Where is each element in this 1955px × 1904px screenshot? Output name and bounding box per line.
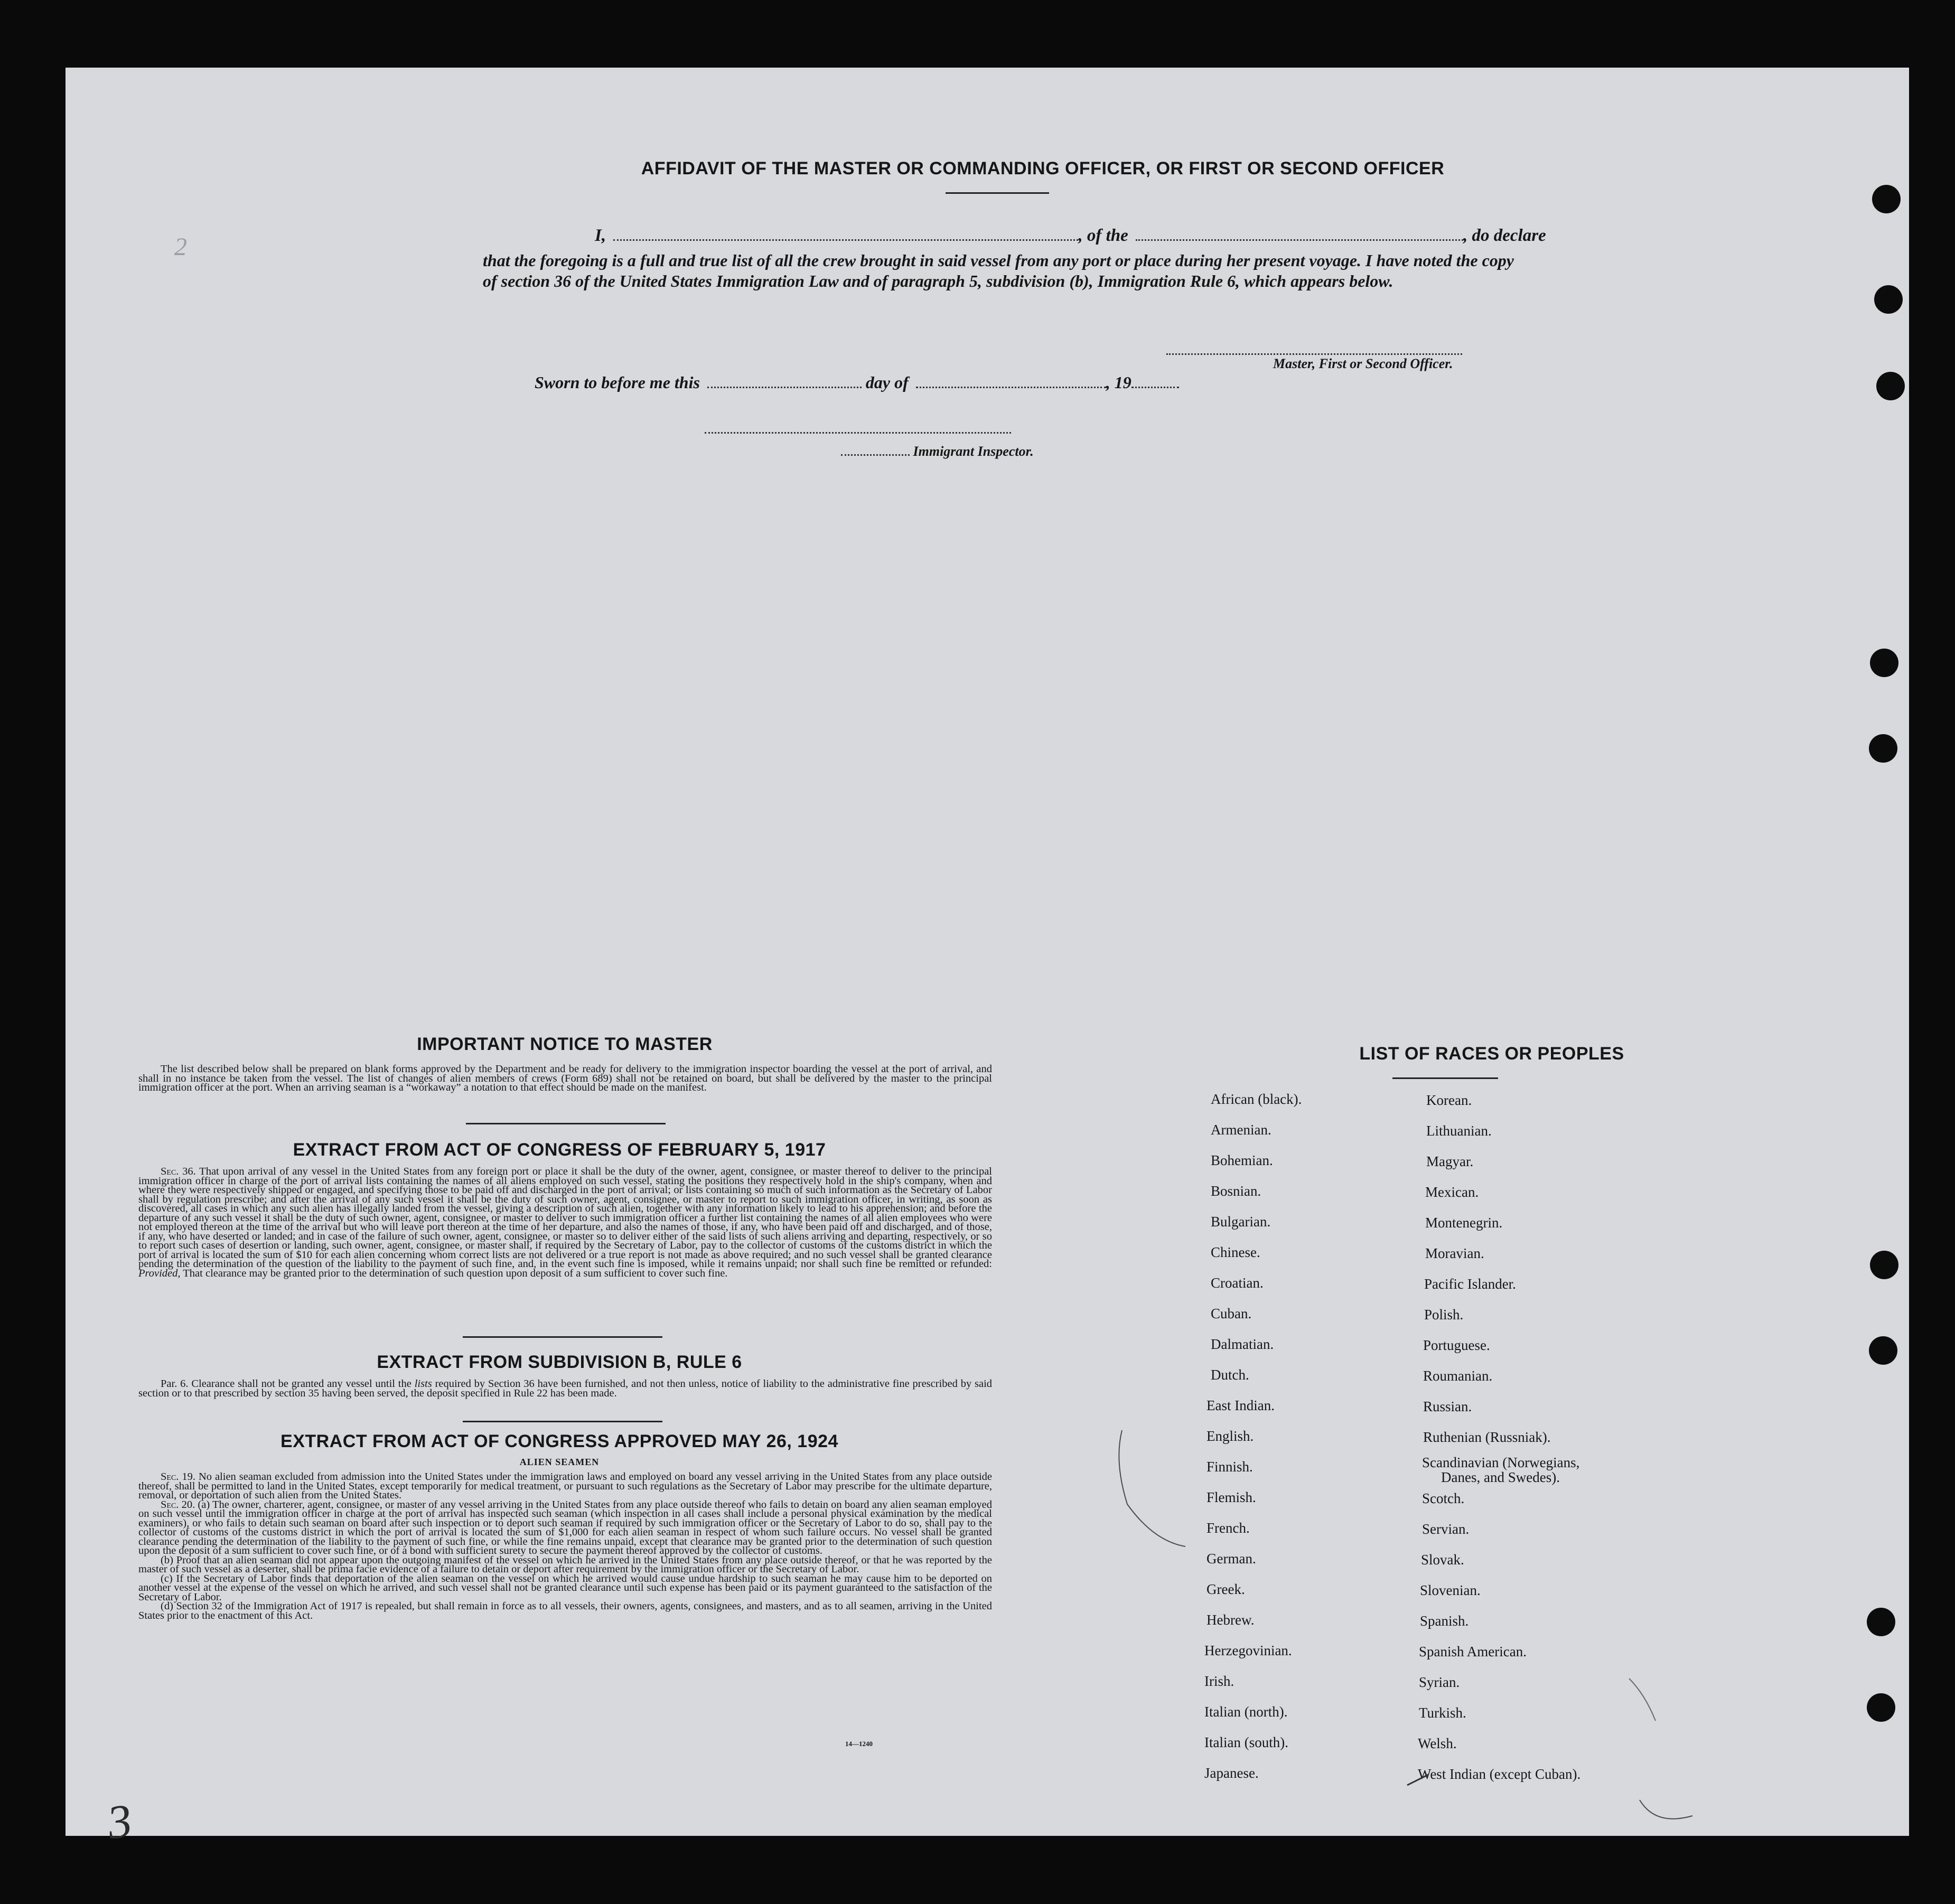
sec20-label: Sec. 20.	[161, 1498, 195, 1511]
race-item: African (black).	[1211, 1091, 1302, 1107]
race-item: Hebrew.	[1206, 1612, 1255, 1628]
margin-handwritten-mark: 2	[174, 233, 187, 261]
race-item: Scandinavian (Norwegians,	[1422, 1455, 1580, 1470]
sec19-paragraph	[138, 1472, 992, 1500]
section-divider	[463, 1421, 662, 1422]
notice-title: IMPORTANT NOTICE TO MASTER	[417, 1034, 713, 1054]
inspector-label: Immigrant Inspector.	[913, 444, 1034, 459]
lists-word: lists	[414, 1378, 432, 1390]
affidavit-body: that the foregoing is a full and true list of all the crew brought in said vessel from any port or place during her present voyage. I have noted the copy of section 36 of the United States Immigration Law and of paragraph 5, subdivision (b), Immigration Rule 6, which appears below.	[483, 251, 1514, 290]
declarant-name-field[interactable]	[613, 239, 1078, 241]
race-item: Irish.	[1204, 1673, 1234, 1689]
race-item: Dalmatian.	[1211, 1336, 1274, 1352]
race-item: French.	[1206, 1520, 1250, 1536]
provided-word: Provided,	[138, 1267, 181, 1279]
binder-hole	[1872, 185, 1901, 213]
binder-hole	[1874, 285, 1903, 314]
day-of-label: day of	[865, 373, 909, 392]
inspector-lead-dots	[841, 454, 910, 456]
extract-rule6-text	[138, 1380, 992, 1398]
race-item: Syrian.	[1419, 1674, 1460, 1690]
race-item: Chinese.	[1211, 1244, 1260, 1260]
sworn-day-field[interactable]	[707, 386, 862, 388]
sworn-month-field[interactable]	[916, 386, 1106, 388]
race-item: Portuguese.	[1423, 1337, 1490, 1353]
binder-hole	[1869, 1336, 1897, 1365]
master-signature-line[interactable]	[1166, 353, 1462, 355]
race-item: Italian (north).	[1204, 1704, 1288, 1720]
race-item: Montenegrin.	[1425, 1215, 1503, 1231]
races-title-underline	[1392, 1077, 1498, 1079]
race-item: Japanese.	[1204, 1765, 1259, 1781]
race-item: Russian.	[1423, 1399, 1472, 1414]
race-item: Pacific Islander.	[1424, 1276, 1516, 1292]
race-item: Turkish.	[1419, 1705, 1466, 1721]
race-item: Spanish American.	[1419, 1644, 1527, 1659]
sec20a-text: (a) The owner, charterer, agent, consignee, or master of any vessel arriving in the United States from any place outside thereof who fails to detain on board any alien seaman employed on such vessel until the immigration officer in charge at the port of arrival has inspected such seaman (which inspection in all cases shall include a personal physical examination by the medical examiners), or who fails to detain such seaman on board after such inspection or to deport such seaman if required by such immigration officer or the Secretary of Labor to do so, shall pay to the collector of customs of the customs district in which the port of arrival is located the sum of $1,000 for each alien seaman in respect of whom such failure occurs. No vessel shall be granted clearance pending the determination of the liability to the payment of such fine, or while the fine remains unpaid, except that clearance may be granted prior to the determination of such question upon the deposit of a sum sufficient to cover such fine, or of a bond with sufficient surety to secure the payment thereof approved by the collector of customs.	[138, 1498, 993, 1556]
race-item: Armenian.	[1211, 1122, 1271, 1138]
race-item: Dutch.	[1211, 1367, 1249, 1383]
race-item: Flemish.	[1206, 1489, 1256, 1505]
race-item: Servian.	[1422, 1521, 1470, 1537]
master-signature-label: Master, First or Second Officer.	[1273, 356, 1453, 371]
extract-rule6-title: EXTRACT FROM SUBDIVISION B, RULE 6	[377, 1352, 742, 1372]
binder-hole	[1869, 734, 1897, 763]
sec20a-paragraph	[138, 1500, 992, 1556]
binder-hole	[1867, 1693, 1895, 1722]
sec36-text: That upon arrival of any vessel in the United States from any foreign port or place it shall be the duty of the owner, agent, consignee, or master thereof to deliver to the principal immigration officer in charge of the port of arrival lists containing the names of all aliens employed on such vessel, stating the positions they respectively hold in the ship's company, when and where they were respectively shipped or engaged, and specifying those to be paid off and discharged in the port of arrival; or lists containing so much of such information as the Secretary of Labor shall by regulation prescribe; and after the arrival of any such vessel it shall be the duty of such owner, agent, consignee, or master to report to such immigration officer, in writing, as soon as discovered, all cases in which any such alien has illegally landed from the vessel, giving a description of such alien, together with any information likely to lead to his apprehension; and before the departure of any such vessel it shall be the duty of such owner, agent, consignee, or master to deliver to such immigration officer a further list containing the names of all alien employees who were not employed thereon at the time of the arrival but who will leave port thereon at the time of her departure, and also the names of those, if any, who have been paid off and discharged, and of those, if any, who have deserted or landed; and in case of the failure of such owner, agent, consignee, or master so to deliver either of the said lists of such aliens arriving and departing, respectively, or so to report such cases of desertion or landing, such owner, agent, consignee, or master shall, if required by the Secretary of Labor, pay to the collector of customs of the customs district in which the port of arrival is located the sum of $10 for each alien concerning whom correct lists are not delivered or a true report is not made as above required; and no such vessel shall be granted clearance pending the determination of the question of the liability to the payment of such fine, and, in the event such fine is imposed, while it remains unpaid; nor shall such fine be remitted or refunded:	[138, 1166, 992, 1270]
sec19-text: No alien seaman excluded from admission into the United States under the immigration laws and employed on board any vessel arriving in the United States from any place outside thereof, shall be permitted to land in the United States, except temporarily for medical treatment, or pursuant to such regulations as the Secretary of Labor may prescribe for the ultimate departure, removal, or deportation of such alien from the United States.	[138, 1471, 993, 1501]
form-number: 14—1240	[845, 1740, 873, 1748]
race-item: Welsh.	[1418, 1736, 1457, 1751]
race-item: Cuban.	[1211, 1306, 1252, 1321]
inspector-line	[841, 444, 1034, 459]
section-divider	[466, 1123, 666, 1124]
affidavit-title: AFFIDAVIT OF THE MASTER OR COMMANDING OFFICER, OR FIRST OR SECOND OFFICER	[641, 158, 1445, 179]
sworn-label: Sworn to before me this	[535, 373, 700, 392]
race-item: Finnish.	[1206, 1459, 1253, 1475]
sec36-provided-text: That clearance may be granted prior to the determination of such question upon deposit of a sum sufficient to cover such fine.	[183, 1267, 728, 1279]
race-item: Mexican.	[1425, 1184, 1479, 1200]
title-underline	[946, 192, 1049, 194]
sec36-label: Sec. 36.	[161, 1166, 196, 1177]
rule6-text-b: required by Section 36 have been furnished, and not then unless, notice of liability to the administrative fine prescribed by said section or to that prescribed by section 35 having been served, the deposit specified in Rule 22 has been made.	[138, 1378, 993, 1399]
of-the-label: , of the	[1078, 226, 1128, 245]
race-item: Roumanian.	[1423, 1368, 1493, 1384]
race-item: Greek.	[1206, 1581, 1245, 1597]
sec19-label: Sec. 19.	[161, 1471, 195, 1483]
declarant-pronoun: I,	[595, 226, 606, 245]
sec20c-text: (c) If the Secretary of Labor finds that deportation of the alien seaman on the vessel on which he arrived would cause undue hardship to such seaman he may cause him to be deported on another vessel at the expense of the vessel on which he arrived, and such vessel shall not be granted clearance until such expense has been paid or its payment guaranteed to the satisfaction of the Secretary of Labor.	[138, 1572, 992, 1603]
race-item: Ruthenian (Russniak).	[1423, 1429, 1551, 1445]
extract-1924-text	[138, 1472, 992, 1620]
affidavit-declaration-line	[532, 226, 1578, 246]
race-item: Croatian.	[1211, 1275, 1264, 1291]
extract-1917-title: EXTRACT FROM ACT OF CONGRESS OF FEBRUARY 5, 1917	[293, 1140, 826, 1160]
alien-seamen-subtitle: ALIEN SEAMEN	[519, 1457, 600, 1467]
race-item: Slovak.	[1421, 1552, 1464, 1568]
race-item: Magyar.	[1426, 1153, 1474, 1169]
race-item: Bulgarian.	[1211, 1214, 1271, 1230]
binder-hole	[1870, 649, 1898, 677]
sworn-year-field[interactable]	[1131, 386, 1179, 388]
race-item: West Indian (except Cuban).	[1418, 1766, 1581, 1782]
notice-text: The list described below shall be prepared on blank forms approved by the Department and be ready for delivery to the immigration inspector boarding the vessel at the port of arrival, and shall in no instance be taken from the vessel. The list of changes of alien members of crews (Form 689) shall not be retained on board, but shall be delivered by the master to the principal immigration officer at the port. When an arriving seaman is a “workaway” a notation to that effect should be made on the manifest.	[138, 1063, 992, 1093]
vessel-name-field[interactable]	[1136, 239, 1463, 241]
race-item: Polish.	[1424, 1307, 1464, 1323]
race-item: Slovenian.	[1420, 1582, 1481, 1598]
races-title: LIST OF RACES OR PEOPLES	[1359, 1044, 1624, 1064]
race-item: Danes, and Swedes).	[1441, 1469, 1560, 1485]
race-item: East Indian.	[1206, 1397, 1275, 1413]
race-item: Scotch.	[1422, 1490, 1465, 1506]
do-declare-label: , do declare	[1463, 226, 1546, 245]
form-sheet	[66, 68, 1909, 1850]
race-item: Italian (south).	[1204, 1734, 1288, 1750]
binder-hole	[1876, 372, 1905, 400]
binder-hole	[1867, 1608, 1895, 1636]
inspector-signature-line[interactable]	[705, 432, 1011, 434]
corner-handwritten-mark: 3	[104, 1794, 135, 1850]
binder-hole	[1870, 1251, 1898, 1279]
race-item: Spanish.	[1420, 1613, 1469, 1629]
race-item: Lithuanian.	[1426, 1123, 1492, 1139]
race-item: German.	[1206, 1551, 1256, 1567]
sworn-line	[535, 373, 1179, 392]
race-item: Moravian.	[1425, 1245, 1484, 1261]
sec20b-text: (b) Proof that an alien seaman did not appear upon the outgoing manifest of the vessel on which he arrived in the United States from any place outside thereof, or that he was reported by the master of such vessel as a deserter, shall be prima facie evidence of a failure to detain or deport after requirement by the immigration officer or the Secretary of Labor.	[138, 1554, 992, 1575]
sec20d-text: (d) Section 32 of the Immigration Act of 1917 is repealed, but shall remain in force as to all vessels, their owners, agents, consignees, and masters, and as to all seamen, arriving in the United States prior to the enactment of this Act.	[138, 1600, 992, 1621]
race-item: Bosnian.	[1211, 1183, 1261, 1199]
rule6-text-a: Par. 6. Clearance shall not be granted any vessel until the	[161, 1378, 411, 1390]
extract-1917-text	[138, 1167, 992, 1278]
race-item: Bohemian.	[1211, 1152, 1273, 1168]
section-divider	[463, 1336, 662, 1338]
year-prefix-label: , 19	[1106, 373, 1131, 392]
race-item: Herzegovinian.	[1204, 1643, 1292, 1658]
race-item: English.	[1206, 1428, 1254, 1444]
race-item: Korean.	[1426, 1092, 1472, 1108]
extract-1924-title: EXTRACT FROM ACT OF CONGRESS APPROVED MAY 26, 1924	[280, 1431, 838, 1451]
